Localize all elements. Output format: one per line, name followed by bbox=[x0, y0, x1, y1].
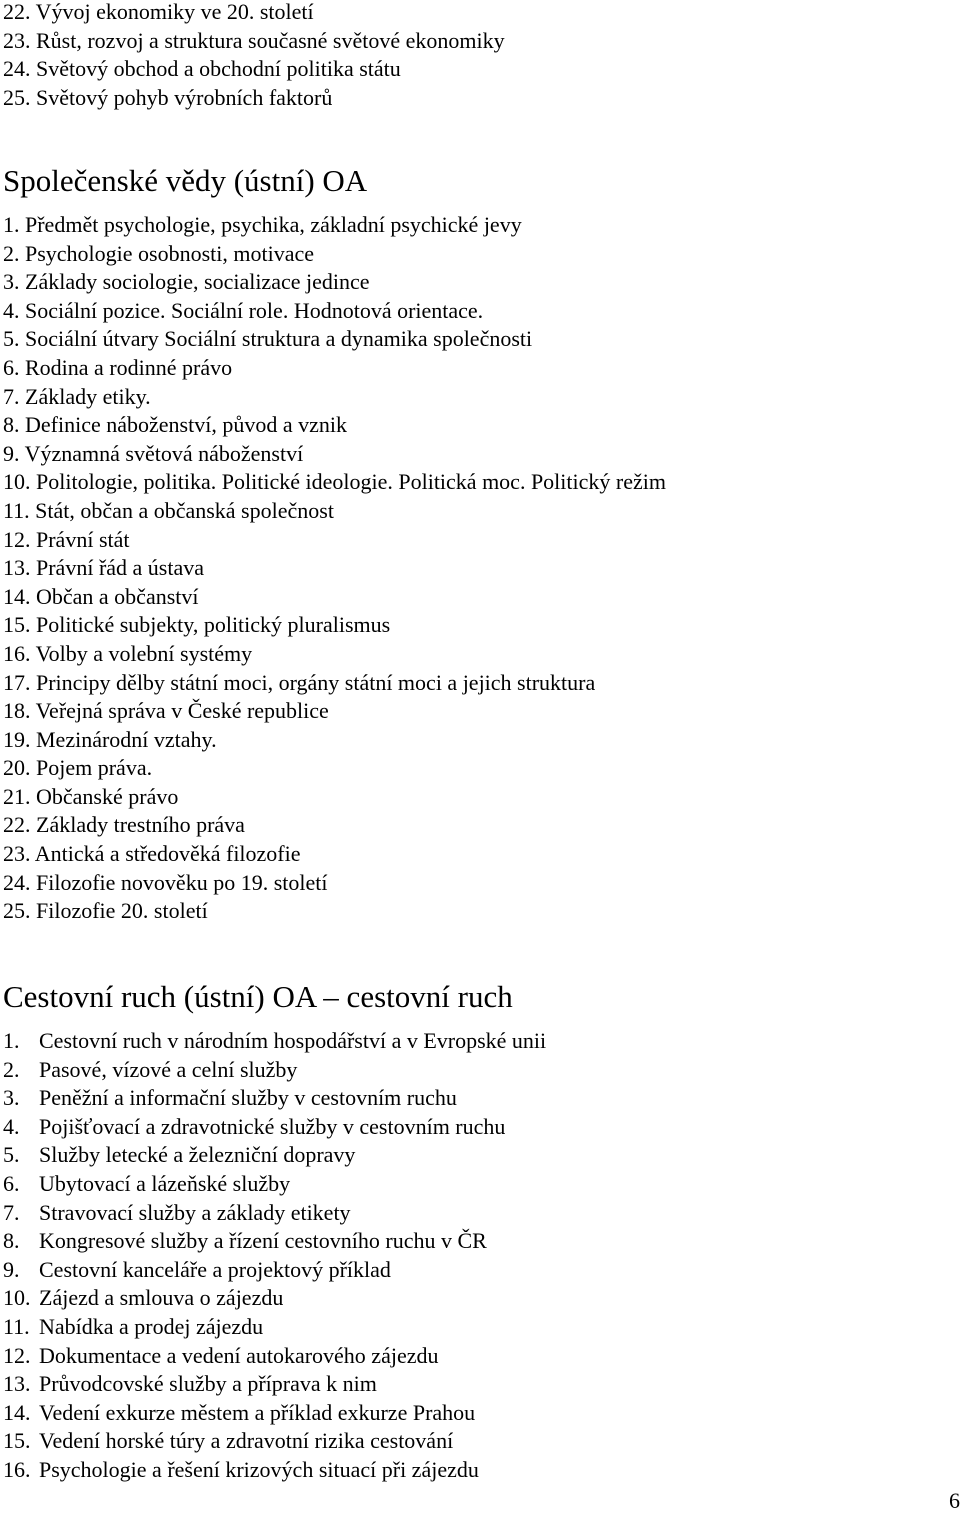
item-number: 11. bbox=[3, 1313, 30, 1339]
list-item bbox=[3, 1256, 546, 1285]
tourism-topics-list bbox=[3, 1027, 546, 1485]
item-text: Pasové, vízové a celní služby bbox=[39, 1056, 298, 1082]
item-text: Vedení exkurze městem a příklad exkurze Prahou bbox=[39, 1399, 476, 1425]
item-number: 8. bbox=[3, 1228, 20, 1254]
list-item: 16. Volby a volební systémy bbox=[3, 640, 253, 666]
item-text: Psychologie a řešení krizových situací při zájezdu bbox=[39, 1456, 479, 1482]
item-number: 12. bbox=[3, 1342, 31, 1368]
list-item: 11. Stát, občan a občanská společnost bbox=[3, 497, 334, 523]
list-item: 9. Významná světová náboženství bbox=[3, 440, 304, 466]
list-item: 14. Občan a občanství bbox=[3, 583, 199, 609]
item-text: Cestovní ruch v národním hospodářství a v Evropské unii bbox=[39, 1028, 547, 1053]
list-item: 18. Veřejná správa v České republice bbox=[3, 698, 329, 724]
list-item: 4. Sociální pozice. Sociální role. Hodnotová orientace. bbox=[3, 297, 484, 323]
list-item: 2. Psychologie osobnosti, motivace bbox=[3, 240, 315, 266]
list-item: 25. Světový pohyb výrobních faktorů bbox=[3, 84, 333, 110]
item-text: Nabídka a prodej zájezdu bbox=[39, 1313, 264, 1339]
list-item: 20. Pojem práva. bbox=[3, 755, 153, 781]
list-item: 5. Sociální útvary Sociální struktura a dynamika společnosti bbox=[3, 326, 533, 352]
item-number: 7. bbox=[3, 1199, 20, 1225]
list-item bbox=[3, 1370, 546, 1399]
list-item bbox=[3, 1342, 546, 1371]
list-item bbox=[3, 1141, 546, 1170]
item-text: Vedení horské túry a zdravotní rizika cestování bbox=[39, 1428, 454, 1454]
item-number: 6. bbox=[3, 1170, 20, 1196]
list-item bbox=[3, 1027, 546, 1056]
list-item: 22. Vývoj ekonomiky ve 20. století bbox=[3, 0, 314, 24]
tourism-heading: Cestovní ruch (ústní) OA – cestovní ruch bbox=[3, 979, 513, 1014]
list-item bbox=[3, 1113, 546, 1142]
list-item: 12. Právní stát bbox=[3, 526, 130, 552]
list-item bbox=[3, 1399, 546, 1428]
list-item: 21. Občanské právo bbox=[3, 783, 179, 809]
list-item: 8. Definice náboženství, původ a vznik bbox=[3, 412, 347, 438]
item-number: 1. bbox=[3, 1028, 20, 1053]
list-item bbox=[3, 1056, 546, 1085]
item-number: 9. bbox=[3, 1256, 20, 1282]
list-item bbox=[3, 1313, 546, 1342]
list-item: 13. Právní řád a ústava bbox=[3, 555, 204, 581]
list-item bbox=[3, 1199, 546, 1228]
item-text: Kongresové služby a řízení cestovního ruchu v ČR bbox=[39, 1228, 487, 1254]
page-number: 6 bbox=[949, 1488, 960, 1513]
list-item: 25. Filozofie 20. století bbox=[3, 898, 208, 924]
list-item: 3. Základy sociologie, socializace jedince bbox=[3, 269, 370, 295]
item-text: Služby letecké a železniční dopravy bbox=[39, 1142, 356, 1168]
social-sciences-topics-list bbox=[3, 211, 666, 926]
item-number: 3. bbox=[3, 1085, 20, 1111]
item-number: 13. bbox=[3, 1371, 31, 1397]
list-item: 24. Filozofie novověku po 19. století bbox=[3, 869, 328, 895]
list-item: 23. Růst, rozvoj a struktura současné světové ekonomiky bbox=[3, 27, 505, 53]
list-item: 1. Předmět psychologie, psychika, základní psychické jevy bbox=[3, 212, 522, 237]
item-number: 16. bbox=[3, 1456, 31, 1482]
list-item: 17. Principy dělby státní moci, orgány státní moci a jejich struktura bbox=[3, 669, 596, 695]
item-text: Pojišťovací a zdravotnické služby v cestovním ruchu bbox=[39, 1113, 506, 1139]
item-text: Peněžní a informační služby v cestovním ruchu bbox=[39, 1085, 457, 1111]
list-item: 24. Světový obchod a obchodní politika státu bbox=[3, 56, 401, 82]
item-number: 15. bbox=[3, 1428, 31, 1454]
item-text: Zájezd a smlouva o zájezdu bbox=[39, 1285, 284, 1311]
item-number: 5. bbox=[3, 1142, 20, 1168]
list-item bbox=[3, 1427, 546, 1456]
list-item: 22. Základy trestního práva bbox=[3, 812, 245, 838]
item-number: 14. bbox=[3, 1399, 31, 1425]
economy-topics-list bbox=[3, 0, 505, 112]
item-text: Ubytovací a lázeňské služby bbox=[39, 1170, 291, 1196]
list-item bbox=[3, 1227, 546, 1256]
social-sciences-heading: Společenské vědy (ústní) OA bbox=[3, 163, 368, 198]
list-item: 23. Antická a středověká filozofie bbox=[3, 841, 301, 867]
item-number: 10. bbox=[3, 1285, 31, 1311]
list-item: 15. Politické subjekty, politický pluralismus bbox=[3, 612, 391, 638]
list-item bbox=[3, 1284, 546, 1313]
item-text: Stravovací služby a základy etikety bbox=[39, 1199, 351, 1225]
item-number: 4. bbox=[3, 1113, 20, 1139]
list-item bbox=[3, 1170, 546, 1199]
item-text: Průvodcovské služby a příprava k nim bbox=[39, 1371, 377, 1397]
item-text: Cestovní kanceláře a projektový příklad bbox=[39, 1256, 391, 1282]
list-item bbox=[3, 1456, 546, 1485]
item-number: 2. bbox=[3, 1056, 20, 1082]
list-item: 10. Politologie, politika. Politické ideologie. Politická moc. Politický režim bbox=[3, 469, 666, 495]
list-item: 7. Základy etiky. bbox=[3, 383, 151, 409]
list-item: 6. Rodina a rodinné právo bbox=[3, 354, 233, 380]
list-item bbox=[3, 1084, 546, 1113]
list-item: 19. Mezinárodní vztahy. bbox=[3, 726, 217, 752]
item-text: Dokumentace a vedení autokarového zájezdu bbox=[39, 1342, 439, 1368]
